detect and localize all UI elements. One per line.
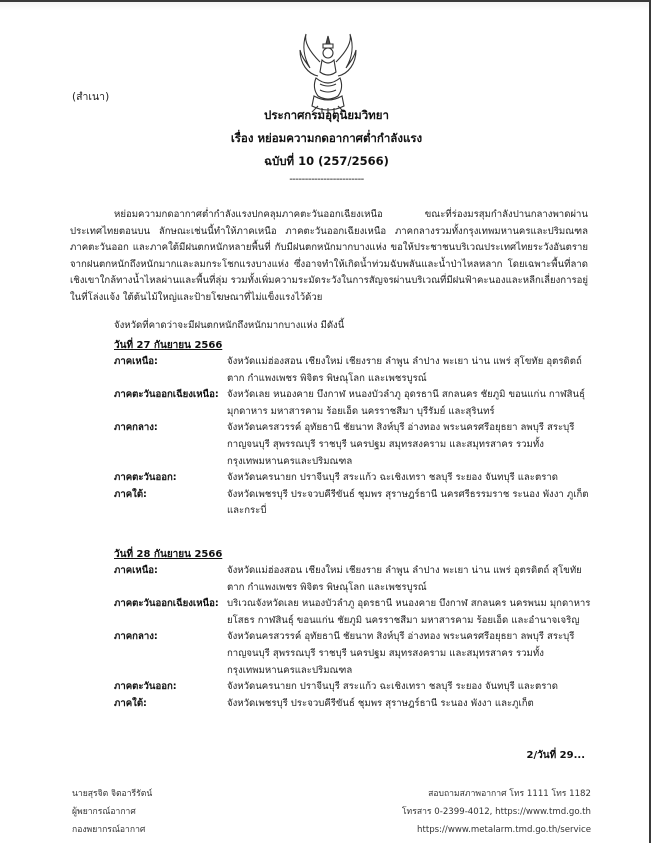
body-paragraph-text: หย่อมความกดอากาศต่ำกำลังแรงปกคลุมภาคตะวันออกเฉียงเหนือ ขณะที่ร่องมรสุมกำลังปานกลางพาดผ่านประเทศไทยตอนบน ลักษณะเช่นนี้ทำให้ภาคเหนือ ภาคตะวันออกเฉียงเหนือ ภาคกลางรวมทั้งกรุงเทพมหานครและปริมณฑล ภาคตะวันออก และภาคใต้มีฝนตกหนักหลายพื้นที่ กับมีฝนตกหนักมากบางแห่ง ขอให้ประชาชนบริเวณประเทศไทยระวังอันตรายจากฝนตกหนักถึงหนักมากและลมกระโชกแรงบางแห่ง ซึ่งอาจทำให้เกิดน้ำท่วมฉับพลันและน้ำป่าไหลหลาก โดยเฉพาะพื้นที่ลาดเชิงเขาใกล้ทางน้ำไหลผ่านและพื้นที่ลุ่ม รวมทั้งเพิ่มความระมัดระวังในการสัญจรผ่านบริเวณที่มีฝนฟ้าคะนองและหลีกเลี่ยงการอยู่ในที่โล่งแจ้ง ใต้ต้นไม้ใหญ่และป้ายโฆษณาที่ไม่แข็งแรงไว้ด้วย	[70, 209, 589, 303]
contact-block	[402, 785, 591, 839]
region-row-northeast	[114, 596, 594, 629]
region-row-central	[114, 629, 594, 679]
region-label: ภาคเหนือ:	[114, 356, 158, 367]
region-row-south	[114, 696, 594, 713]
region-label: ภาคเหนือ:	[114, 565, 158, 576]
region-row-east	[114, 679, 594, 696]
forecaster-name: นายสุรจิต จิตอารีรัตน์	[72, 789, 153, 799]
forecast-day-section	[114, 337, 594, 520]
forecast-day-section	[114, 546, 594, 712]
region-label: ภาคกลาง:	[114, 631, 158, 643]
forecaster-division: กองพยากรณ์อากาศ	[72, 825, 146, 835]
copy-label: (สำเนา)	[72, 91, 110, 103]
region-label: ภาคตะวันออก:	[114, 681, 177, 693]
region-row-northeast	[114, 387, 594, 420]
continuation-note: 2/วันที่ 29...	[526, 750, 585, 761]
region-label: ภาคใต้:	[114, 697, 147, 709]
region-provinces: จังหวัดนครนายก ปราจีนบุรี สระแก้ว ฉะเชิงเทรา ชลบุรี ระยอง จันทบุรี และตราด	[227, 681, 558, 693]
provinces-intro: จังหวัดที่คาดว่าจะมีฝนตกหนักถึงหนักมากบางแห่ง มีดังนี้	[114, 320, 345, 331]
garuda-emblem-icon	[296, 32, 360, 116]
announcement-number: ฉบับที่ 10 (257/2566)	[264, 154, 389, 168]
region-provinces: จังหวัดแม่ฮ่องสอน เชียงใหม่ เชียงราย ลำพูน ลำปาง พะเยา น่าน แพร่ สุโขทัย อุตรดิตถ์ ตาก กำแพงเพชร พิจิตร พิษณุโลก และเพชรบูรณ์	[227, 356, 582, 384]
region-provinces: จังหวัดนครสวรรค์ อุทัยธานี ชัยนาท สิงห์บุรี อ่างทอง พระนครศรีอยุธยา ลพบุรี สระบุรี กาญจนบุรี สุพรรณบุรี ราชบุรี นครปฐม สมุทรสงคราม และสมุทรสาคร รวมทั้งกรุงเทพมหานครและปริมณฑล	[227, 631, 575, 676]
region-row-central	[114, 420, 594, 470]
region-row-south	[114, 487, 594, 520]
region-provinces: จังหวัดเพชรบุรี ประจวบคีรีขันธ์ ชุมพร สุราษฎร์ธานี ระนอง พังงา และภูเก็ต	[227, 697, 534, 709]
signature-block	[72, 785, 152, 839]
region-row-north	[114, 354, 594, 387]
region-provinces: จังหวัดนครนายก ปราจีนบุรี สระแก้ว ฉะเชิงเทรา ชลบุรี ระยอง จันทบุรี และตราด	[227, 472, 558, 484]
region-label: ภาคใต้:	[114, 488, 147, 500]
body-paragraph	[70, 207, 588, 307]
region-label: ภาคตะวันออก:	[114, 472, 177, 484]
region-provinces: จังหวัดเลย หนองคาย บึงกาฬ หนองบัวลำภู อุดรธานี สกลนคร ชัยภูมิ ขอนแก่น กาฬสินธุ์ มุกดาหาร มหาสารคาม ร้อยเอ็ด นครราชสีมา บุรีรัมย์ และสุรินทร์	[227, 389, 585, 417]
announcement-title: ประกาศกรมอุตุนิยมวิทยา	[264, 108, 389, 122]
region-provinces: จังหวัดนครสวรรค์ อุทัยธานี ชัยนาท สิงห์บุรี อ่างทอง พระนครศรีอยุธยา ลพบุรี สระบุรี กาญจนบุรี สุพรรณบุรี ราชบุรี นครปฐม สมุทรสงคราม และสมุทรสาคร รวมทั้งกรุงเทพมหานครและปริมณฑล	[227, 422, 575, 467]
forecaster-title: ผู้พยากรณ์อากาศ	[72, 807, 136, 817]
title-separator: ------------------------	[289, 174, 364, 185]
region-provinces: บริเวณจังหวัดเลย หนองบัวลำภู อุดรธานี หนองคาย บึงกาฬ สกลนคร นครพนม มุกดาหาร ยโสธร กาฬสินธุ์ ขอนแก่น ชัยภูมิ นครราชสีมา มหาสารคาม ร้อยเอ็ด และอำนาจเจริญ	[227, 598, 591, 626]
region-row-north	[114, 563, 594, 596]
contact-phone: สอบถามสภาพอากาศ โทร 1111 โทร 1182	[428, 789, 591, 799]
day-title: วันที่ 28 กันยายน 2566	[114, 549, 223, 560]
region-label: ภาคตะวันออกเฉียงเหนือ:	[114, 598, 219, 610]
region-label: ภาคตะวันออกเฉียงเหนือ:	[114, 389, 219, 401]
region-label: ภาคกลาง:	[114, 422, 158, 434]
announcement-subject: เรื่อง หย่อมความกดอากาศต่ำกำลังแรง	[230, 131, 423, 145]
region-row-east	[114, 470, 594, 487]
region-provinces: จังหวัดแม่ฮ่องสอน เชียงใหม่ เชียงราย ลำพูน ลำปาง พะเยา น่าน แพร่ อุตรดิตถ์ สุโขทัย ตาก กำแพงเพชร พิจิตร พิษณุโลก และเพชรบูรณ์	[227, 565, 582, 593]
contact-fax-website: โทรสาร 0-2399-4012, https://www.tmd.go.th	[401, 807, 591, 817]
contact-service-url: https://www.metalarm.tmd.go.th/service	[417, 825, 591, 835]
region-provinces: จังหวัดเพชรบุรี ประจวบคีรีขันธ์ ชุมพร สุราษฎร์ธานี นครศรีธรรมราช ระนอง พังงา ภูเก็ต และกระบี่	[227, 488, 589, 517]
day-title: วันที่ 27 กันยายน 2566	[114, 340, 223, 351]
